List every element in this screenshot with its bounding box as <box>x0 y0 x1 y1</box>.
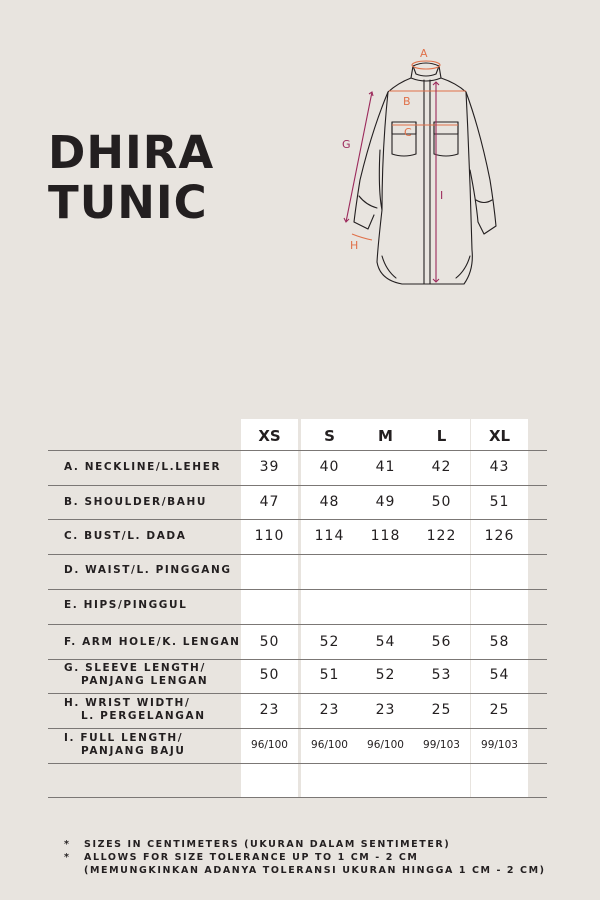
row-label-line: L. PERGELANGAN <box>81 710 206 722</box>
measurement-cell: 118 <box>370 528 401 544</box>
measurement-cell: 48 <box>319 494 340 510</box>
row-label <box>64 530 186 543</box>
measurement-cell: 41 <box>375 459 396 475</box>
row-divider <box>48 589 547 590</box>
note-row <box>64 864 546 877</box>
label-b: B <box>403 95 411 108</box>
row-label-line: G. SLEEVE LENGTH/ <box>64 662 206 674</box>
measurement-cell: 126 <box>484 528 515 544</box>
measurement-cell: 39 <box>259 459 280 475</box>
row-label <box>64 461 221 474</box>
measurement-cell: 52 <box>319 634 340 650</box>
measurement-cell: 58 <box>489 634 510 650</box>
notes <box>64 838 546 877</box>
measurement-cell: 96/100 <box>311 739 348 751</box>
note-text: SIZES IN CENTIMETERS (UKURAN DALAM SENTIMETER) <box>84 839 451 850</box>
size-header-m: M <box>378 427 393 445</box>
size-header-xl: XL <box>488 427 511 445</box>
title-line-2: TUNIC <box>48 176 208 229</box>
measurement-cell: 40 <box>319 459 340 475</box>
measurement-cell: 99/103 <box>481 739 518 751</box>
row-label-line: A. NECKLINE/L.LEHER <box>64 460 222 473</box>
measurement-cell: 56 <box>431 634 452 650</box>
note-bullet: * <box>64 852 71 863</box>
note-text: ALLOWS FOR SIZE TOLERANCE UP TO 1 CM - 2 CM <box>84 852 419 863</box>
measurement-cell: 99/103 <box>423 739 460 751</box>
row-divider <box>48 519 547 520</box>
measurement-cell: 51 <box>319 667 340 683</box>
size-header-xs: XS <box>258 427 281 445</box>
measurement-cell: 52 <box>375 667 396 683</box>
note-bullet: * <box>64 839 71 850</box>
label-a: A <box>420 47 428 60</box>
title-line-1: DHIRA <box>48 126 215 179</box>
row-divider <box>48 450 547 451</box>
row-label-line: D. WAIST/L. PINGGANG <box>64 563 232 576</box>
row-label-line: I. FULL LENGTH/ <box>64 732 184 744</box>
measurement-cell: 25 <box>431 702 452 718</box>
measurement-cell: 42 <box>431 459 452 475</box>
row-label <box>64 697 206 723</box>
label-i: I <box>440 189 444 202</box>
measurement-cell: 43 <box>489 459 510 475</box>
row-divider <box>48 659 547 660</box>
label-g: G <box>342 138 351 151</box>
note-text: (MEMUNGKINKAN ADANYA TOLERANSI UKURAN HINGGA 1 CM - 2 CM) <box>84 865 546 876</box>
row-label <box>64 732 186 758</box>
measurement-cell: 122 <box>426 528 457 544</box>
product-title <box>48 128 214 228</box>
measurement-cell: 23 <box>259 702 280 718</box>
note-row <box>64 838 546 851</box>
measurement-cell: 23 <box>319 702 340 718</box>
measurement-cell: 50 <box>259 634 280 650</box>
tunic-measurement-diagram <box>335 40 510 295</box>
measurement-cell: 110 <box>254 528 285 544</box>
row-label <box>64 496 207 509</box>
row-divider <box>48 624 547 625</box>
row-label-line: H. WRIST WIDTH/ <box>64 697 191 709</box>
row-divider <box>48 763 547 764</box>
label-c: C <box>404 126 412 139</box>
note-bullet <box>64 864 84 877</box>
measurement-cell: 96/100 <box>251 739 288 751</box>
row-label-line: F. ARM HOLE/K. LENGAN <box>64 635 241 648</box>
label-h: H <box>350 239 359 252</box>
row-label <box>64 636 241 649</box>
measurement-cell: 47 <box>259 494 280 510</box>
size-header-s: S <box>324 427 335 445</box>
row-label-line: B. SHOULDER/BAHU <box>64 495 207 508</box>
measurement-cell: 50 <box>259 667 280 683</box>
row-label-line: PANJANG BAJU <box>81 745 186 757</box>
note-row <box>64 851 546 864</box>
measurement-cell: 50 <box>431 494 452 510</box>
row-divider <box>48 797 547 798</box>
size-header-l: L <box>436 427 447 445</box>
row-label <box>64 662 208 688</box>
row-label-line: C. BUST/L. DADA <box>64 529 187 542</box>
measurement-cell: 23 <box>375 702 396 718</box>
measurement-cell: 25 <box>489 702 510 718</box>
row-label <box>64 564 232 577</box>
row-divider <box>48 554 547 555</box>
measurement-cell: 96/100 <box>367 739 404 751</box>
row-divider <box>48 693 547 694</box>
measurement-cell: 51 <box>489 494 510 510</box>
measurement-cell: 53 <box>431 667 452 683</box>
row-label-line: PANJANG LENGAN <box>81 675 209 687</box>
row-divider <box>48 485 547 486</box>
row-label-line: E. HIPS/PINGGUL <box>64 598 188 611</box>
measurement-cell: 54 <box>489 667 510 683</box>
row-label <box>64 599 187 612</box>
measurement-cell: 114 <box>314 528 345 544</box>
row-divider <box>48 728 547 729</box>
measurement-cell: 54 <box>375 634 396 650</box>
measurement-cell: 49 <box>375 494 396 510</box>
